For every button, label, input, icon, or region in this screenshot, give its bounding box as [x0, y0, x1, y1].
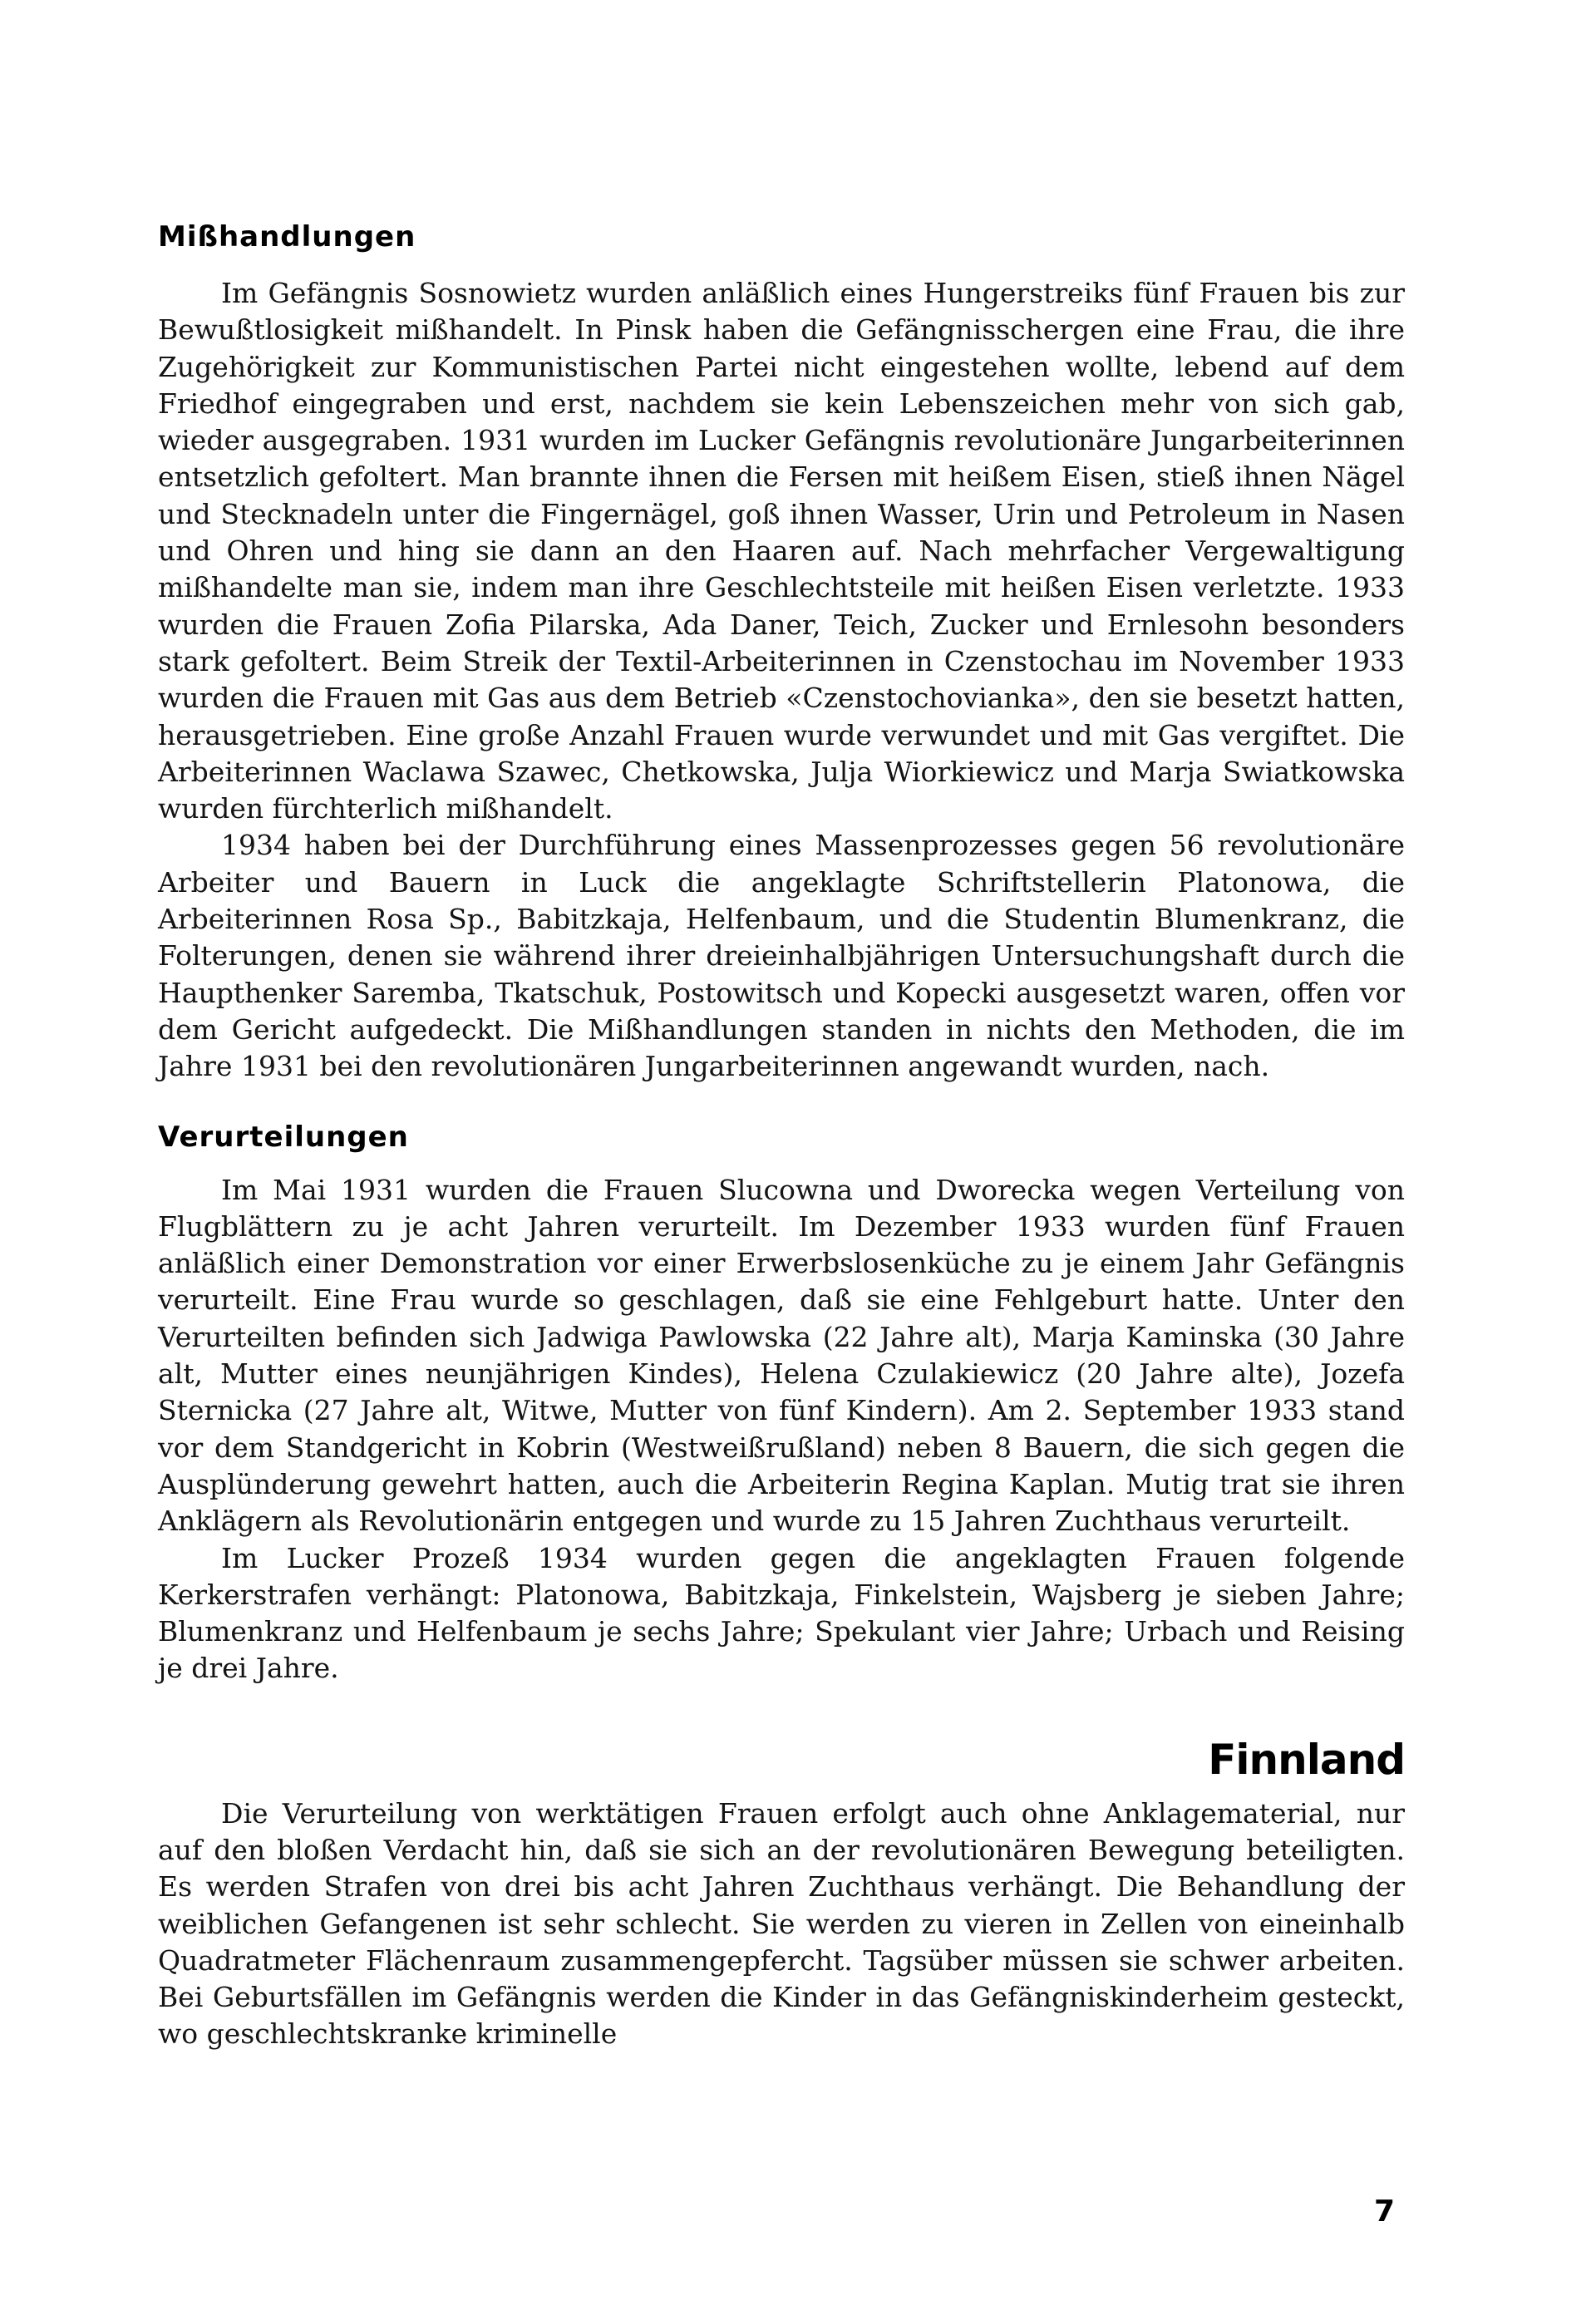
paragraph-misshandlungen-2: 1934 haben bei der Durchführung eines Massenprozesses gegen 56 revolutionäre Arbeiter und Bauern in Luck die angeklagte Schriftstellerin Platonowa, die Arbeiterinnen Rosa Sp., Babitzkaja, Helfenbaum, und die Studentin Blumenkranz, die Folterungen, denen sie während ihrer dreieinhalbjährigen Untersuchungshaft durch die Haupthenker Saremba, Tkatschuk, Postowitsch und Kopecki ausgesetzt waren, offen vor dem Gericht aufgedeckt. Die Mißhandlungen standen in nichts den Methoden, die im Jahre 1931 bei den revolutionären Jungarbeiterinnen angewandt wurden, nach.	[158, 829, 1405, 1083]
page-number: 7	[1373, 2194, 1395, 2229]
document-page	[158, 212, 1405, 2053]
paragraph-verurteilungen-2: Im Lucker Prozeß 1934 wurden gegen die angeklagten Frauen folgende Kerkerstrafen verhängt: Platonowa, Babitzkaja, Finkelstein, Wajsberg je sieben Jahre; Blumenkranz und Helfenbaum je sechs Jahre; Spekulant vier Jahre; Urbach und Reising je drei Jahre.	[158, 1541, 1405, 1685]
paragraph-verurteilungen-1: Im Mai 1931 wurden die Frauen Slucowna und Dworecka wegen Verteilung von Flugblättern zu je acht Jahren verurteilt. Im Dezember 1933 wurden fünf Frauen anläßlich einer Demonstration vor einer Erwerbslosenküche zu je einem Jahr Gefängnis verurteilt. Eine Frau wurde so geschlagen, daß sie eine Fehlgeburt hatte. Unter den Verurteilten befinden sich Jadwiga Pawlowska (22 Jahre alt), Marja Kaminska (30 Jahre alt, Mutter eines neunjährigen Kindes), Helena Czulakiewicz (20 Jahre alte), Jozefa Sternicka (27 Jahre alt, Witwe, Mutter von fünf Kindern). Am 2. September 1933 stand vor dem Standgericht in Kobrin (Westweißrußland) neben 8 Bauern, die sich gegen die Ausplünderung gewehrt hatten, auch die Arbeiterin Regina Kaplan. Mutig trat sie ihren Anklägern als Revolutionärin entgegen und wurde zu 15 Jahren Zuchthaus verurteilt.	[158, 1173, 1405, 1538]
heading-verurteilungen: Verurteilungen	[158, 1120, 409, 1154]
heading-finnland: Finnland	[1208, 1735, 1405, 1784]
paragraph-finnland-1: Die Verurteilung von werktätigen Frauen erfolgt auch ohne Anklagematerial, nur auf den bloßen Verdacht hin, daß sie sich an der revolutionären Bewegung beteiligten. Es werden Strafen von drei bis acht Jahren Zuchthaus verhängt. Die Behandlung der weiblichen Gefangenen ist sehr schlecht. Sie werden zu vieren in Zellen von eineinhalb Quadratmeter Flächenraum zusammengepfercht. Tagsüber müssen sie schwer arbeiten. Bei Geburtsfällen im Gefängnis werden die Kinder in das Gefängniskinderheim gesteckt, wo geschlechtskranke kriminelle	[158, 1796, 1405, 2051]
paragraph-misshandlungen-1: Im Gefängnis Sosnowietz wurden anläßlich eines Hungerstreiks fünf Frauen bis zur Bewußtlosigkeit mißhandelt. In Pinsk haben die Gefängnisschergen eine Frau, die ihre Zugehörigkeit zur Kommunistischen Partei nicht eingestehen wollte, lebend auf dem Friedhof eingegraben und erst, nachdem sie kein Lebenszeichen mehr von sich gab, wieder ausgegraben. 1931 wurden im Lucker Gefängnis revolutionäre Jungarbeiterinnen entsetzlich gefoltert. Man brannte ihnen die Fersen mit heißem Eisen, stieß ihnen Nägel und Stecknadeln unter die Fingernägel, goß ihnen Wasser, Urin und Petroleum in Nasen und Ohren und hing sie dann an den Haaren auf. Nach mehrfacher Vergewaltigung mißhandelte man sie, indem man ihre Geschlechtsteile mit heißen Eisen verletzte. 1933 wurden die Frauen Zofia Pilarska, Ada Daner, Teich, Zucker und Ernlesohn besonders stark gefoltert. Beim Streik der Textil-Arbeiterinnen in Czenstochau im November 1933 wurden die Frauen mit Gas aus dem Betrieb «Czenstochovianka», den sie besetzt hatten, herausgetrieben. Eine große Anzahl Frauen wurde verwundet und mit Gas vergiftet. Die Arbeiterinnen Waclawa Szawec, Chetkowska, Julja Wiorkiewicz und Marja Swiatkowska wurden fürchterlich mißhandelt.	[158, 277, 1405, 825]
heading-misshandlungen: Mißhandlungen	[158, 220, 416, 254]
